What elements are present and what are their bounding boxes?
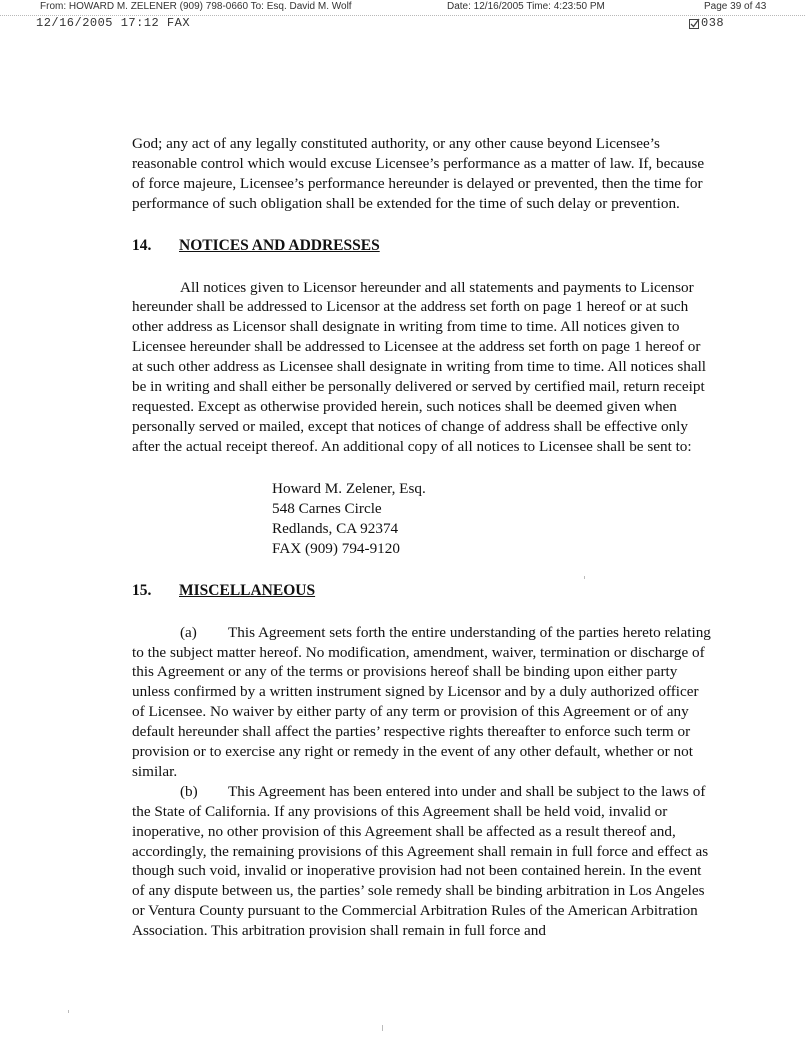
section-15-heading (132, 581, 712, 601)
address-fax: FAX (909) 794-9120 (272, 539, 400, 557)
fax-page-mark (689, 16, 724, 30)
address-street: 548 Carnes Circle (272, 499, 382, 517)
scan-speck (68, 1010, 69, 1013)
subsection-a (132, 623, 712, 782)
section-14-heading (132, 236, 712, 256)
fax-checkbox-icon (689, 18, 699, 28)
section-number: 14. (132, 236, 152, 254)
subsection-text: This Agreement has been entered into under and shall be subject to the laws of the State of California. If any provisions of this Agreement shall be held void, invalid or inoperative, no other provision of this Agreement shall be affected as a result thereof and, accordingly, the remaining provisions of this Agreement shall remain in full force and effect as though such void, invalid or inoperative provision had not been contained herein. In the event of any dispute between us, the parties’ sole remedy shall be binding arbitration in Los Angeles or Ventura County pursuant to the Commercial Arbitration Rules of the American Arbitration Association. This arbitration provision shall remain in full force and (132, 782, 709, 940)
section-title: MISCELLANEOUS (179, 581, 316, 599)
subsection-label: (a) (180, 623, 197, 641)
document-body (132, 134, 712, 941)
scan-speck (382, 1025, 383, 1031)
address-block (272, 479, 712, 559)
scan-speck (584, 576, 585, 579)
address-city: Redlands, CA 92374 (272, 519, 399, 537)
address-name: Howard M. Zelener, Esq. (272, 479, 426, 497)
continuation-paragraph: God; any act of any legally constituted authority, or any other cause beyond Licensee’s reasonable control which would excuse Licensee’s performance as a matter of law. If, because of force majeure, Licensee’s performance hereunder is delayed or prevented, then the time for performance of such obligation shall be extended for the time of such delay or prevention. (132, 135, 705, 212)
fax-page-count: Page 39 of 43 (704, 1, 767, 12)
fax-from-line: From: HOWARD M. ZELENER (909) 798-0660 To: Esq. David M. Wolf (40, 1, 352, 12)
section-title: NOTICES AND ADDRESSES (179, 236, 380, 254)
fax-machine-stamp: 12/16/2005 17:12 FAX (36, 16, 191, 30)
fax-date-time: Date: 12/16/2005 Time: 4:23:50 PM (447, 1, 605, 12)
fax-header (0, 0, 805, 32)
subsection-b (132, 782, 712, 941)
subsection-label: (b) (180, 782, 198, 800)
section-number: 15. (132, 581, 152, 599)
subsection-text: This Agreement sets forth the entire understanding of the parties hereto relating to the subject matter hereof. No modification, amendment, waiver, termination or discharge of this Agreement or any of the terms or provisions hereof shall be binding upon either party unless confirmed by a written instrument signed by Licensor and by a duly authorized officer of Licensee. No waiver by either party of any term or provision of this Agreement or of any default hereunder shall affect the parties’ respective rights thereafter to enforce such term or provision or to exercise any right or remedy in the event of any other default, whether or not similar. (132, 623, 711, 780)
fax-page-mark-number: 038 (701, 16, 725, 30)
notices-paragraph: All notices given to Licensor hereunder and all statements and payments to Licensor hereunder shall be addressed to Licensor at the address set forth on page 1 hereof or at such other address as Licensor shall designate in writing from time to time. All notices given to Licensee hereunder shall be addressed to Licensee at the address set forth on page 1 hereof or at such other address as Licensee shall designate in writing from time to time. All notices shall be in writing and shall either be personally delivered or served by certified mail, return receipt requested. Except as otherwise provided herein, such notices shall be deemed given when personally served or mailed, except that notices of change of address shall be effective only after the actual receipt thereof. An additional copy of all notices to Licensee shall be sent to: (132, 278, 707, 455)
